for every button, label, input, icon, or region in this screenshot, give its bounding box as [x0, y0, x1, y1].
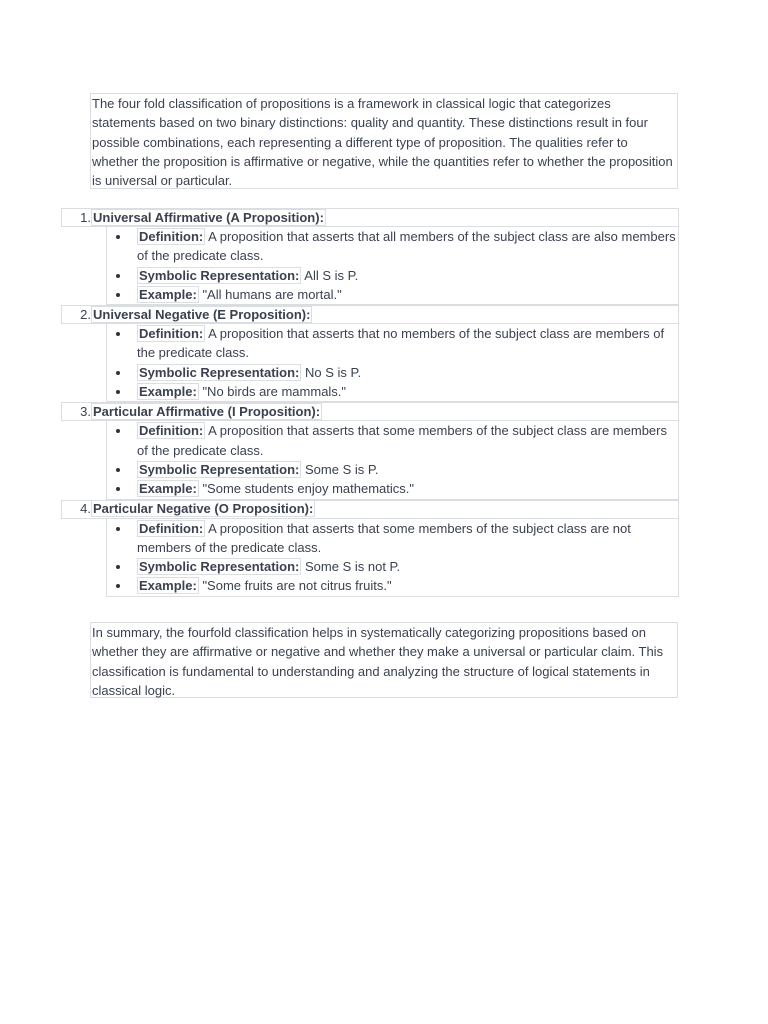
- symbolic-bullet: [107, 266, 678, 285]
- symbolic-bullet: [107, 363, 678, 382]
- example-label: Example:: [139, 384, 197, 400]
- example-label: Example:: [139, 578, 197, 594]
- example-text: "Some students enjoy mathematics.": [202, 481, 414, 497]
- example-bullet: [107, 285, 678, 304]
- item-header: [61, 305, 679, 324]
- item-header: [61, 500, 679, 519]
- list-item: [61, 305, 679, 402]
- item-title: Particular Affirmative (I Proposition):: [93, 404, 321, 420]
- definition-label: Definition:: [139, 229, 204, 244]
- item-number: 1.: [80, 209, 91, 225]
- definition-text: A proposition that asserts that all members of the subject class are also members of the predicate class.: [137, 229, 676, 264]
- item-number: 2.: [80, 307, 91, 323]
- list-item: [61, 402, 679, 499]
- example-bullet: [107, 576, 678, 595]
- summary-paragraph: In summary, the fourfold classification helps in systematically categorizing propositions based on whether they are affirmative or negative and whether they make a universal or particular claim. This classification is fundamental to understanding and analyzing the structure of logical statements in classical logic.: [90, 622, 678, 698]
- item-header: [61, 402, 679, 421]
- symbolic-text: No S is P.: [305, 364, 362, 380]
- example-label: Example:: [139, 286, 197, 302]
- definition-bullet: [107, 227, 678, 266]
- symbolic-text: Some S is P.: [305, 461, 379, 477]
- definition-label: Definition:: [139, 520, 204, 536]
- item-bullets: [106, 324, 679, 402]
- list-item: [61, 208, 679, 305]
- proposition-list: [61, 208, 679, 597]
- symbolic-label: Symbolic Representation:: [139, 364, 300, 380]
- symbolic-label: Symbolic Representation:: [139, 559, 300, 575]
- symbolic-label: Symbolic Representation:: [139, 267, 300, 283]
- symbolic-text: All S is P.: [304, 267, 359, 283]
- example-bullet: [107, 382, 678, 401]
- item-title: Universal Negative (E Proposition):: [93, 307, 311, 323]
- item-header: [61, 208, 679, 227]
- item-bullets: [106, 227, 679, 305]
- example-text: "All humans are mortal.": [202, 286, 342, 302]
- symbolic-label: Symbolic Representation:: [139, 461, 300, 477]
- example-text: "Some fruits are not citrus fruits.": [202, 578, 392, 594]
- item-bullets: [106, 421, 679, 499]
- definition-bullet: [107, 324, 678, 363]
- definition-text: A proposition that asserts that no members of the subject class are members of the predicate class.: [137, 326, 665, 361]
- item-bullets: [106, 519, 679, 597]
- example-label: Example:: [139, 481, 197, 497]
- example-bullet: [107, 479, 678, 498]
- definition-label: Definition:: [139, 423, 204, 439]
- symbolic-bullet: [107, 557, 678, 576]
- definition-bullet: [107, 421, 678, 460]
- symbolic-text: Some S is not P.: [305, 559, 401, 575]
- definition-text: A proposition that asserts that some members of the subject class are members of the predicate class.: [137, 423, 667, 458]
- intro-paragraph: The four fold classification of propositions is a framework in classical logic that categorizes statements based on two binary distinctions: quality and quantity. These distinctions result in four possible combinations, each representing a different type of proposition. The qualities refer to whether the proposition is affirmative or negative, while the quantities refer to whether the proposition is universal or particular.: [90, 93, 678, 189]
- definition-label: Definition:: [139, 326, 204, 342]
- item-title: Particular Negative (O Proposition):: [93, 501, 314, 517]
- definition-text: A proposition that asserts that some members of the subject class are not members of the predicate class.: [137, 520, 631, 555]
- item-number: 3.: [80, 404, 91, 420]
- example-text: "No birds are mammals.": [202, 384, 347, 400]
- item-number: 4.: [80, 501, 91, 517]
- item-title: Universal Affirmative (A Proposition):: [93, 209, 324, 225]
- definition-bullet: [107, 519, 678, 558]
- symbolic-bullet: [107, 460, 678, 479]
- list-item: [61, 500, 679, 597]
